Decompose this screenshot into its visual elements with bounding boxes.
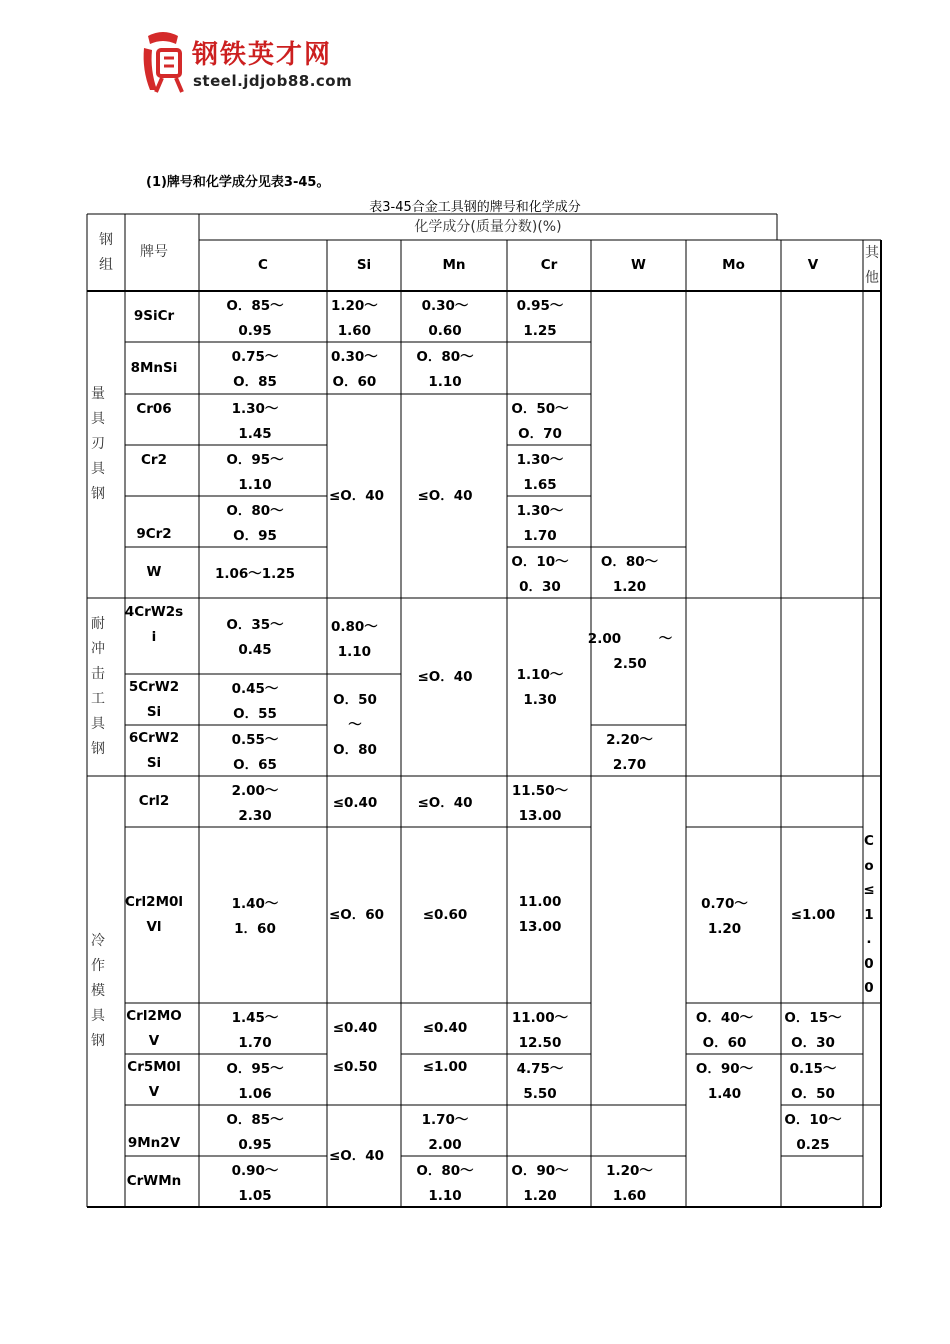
header-col-cr: Cr [540,257,558,273]
v-cell: 0.15～ O．50 [789,1060,837,1102]
header-steel-group: 钢 组 [99,231,113,273]
cr-cell: 1.30～ 1.70 [516,502,564,544]
cr-cell: 4.75～ 5.50 [516,1060,564,1102]
mn-cell: O．80～ 1.10 [416,1162,474,1204]
header-composition: 化学成分(质量分数)(%) [414,218,562,235]
mn-cell: ≤O．40 [417,487,473,504]
group-label-measuring-cutting: 量 具 刃 具 钢 [91,386,105,502]
header-col-v: V [807,257,819,273]
header-col-si: Si [356,257,372,273]
c-cell: 1.06～1.25 [214,566,296,582]
mn-cell: ≤O．40 [417,795,473,811]
w-cell: 2.00 ～ 2.50 [587,630,673,672]
mn-cell: ≤O．40 [417,668,473,685]
c-cell: 1.30～ 1.45 [231,400,279,442]
cr-cell: 1.10～ 1.30 [516,667,564,708]
c-cell: 1.45～ 1.70 [231,1009,279,1051]
grade-cell: Cr06 [136,400,172,417]
c-cell: O．95～ 1.10 [226,451,284,493]
grade-cell: Cr5M0l V [127,1058,181,1100]
grade-cell: Crl2M0l Vl [124,894,184,935]
group-label-cold-work-die: 冷 作 模 具 钢 [91,933,105,1049]
grade-cell: 6CrW2 Si [128,729,180,771]
w-cell: 2.20～ 2.70 [606,731,653,773]
si-cell: 1.20～ 1.60 [331,297,378,339]
mo-cell: O．40～ O．60 [695,1009,754,1051]
grade-cell: Crl2 [138,793,170,809]
grade-cell: Cr2 [141,451,167,468]
si-cell: 0.30～ O．60 [331,348,378,390]
si-cell: ≤0.40 [332,1020,378,1036]
cr-cell: 11.50～ 13.00 [511,782,569,824]
si-cell: O．50 ～ O．80 [333,691,377,758]
c-cell: O．85～ 0.95 [226,1111,284,1153]
cr-cell: 0.95～ 1.25 [516,297,564,339]
c-cell: O．80～ O．95 [226,502,284,544]
table-caption: 表3-45合金工具钢的牌号和化学成分 [369,200,581,215]
grade-cell: Crl2MO V [126,1007,182,1049]
logo-site-name: 钢铁英才网 [192,40,333,70]
grade-cell: 4CrW2s i [124,603,184,645]
logo-site-url: steel.jdjob88.com [193,72,353,90]
si-cell: ≤0.40 [332,795,378,811]
header-col-mn: Mn [442,257,466,273]
v-cell: O．10～ 0.25 [784,1111,842,1153]
c-cell: O．95～ 1.06 [226,1060,284,1102]
cr-cell: 11.00～ 12.50 [511,1009,569,1051]
other-cell: C o ≤ 1 . 0 0 [863,833,875,997]
grade-cell: CrWMn [126,1173,182,1189]
intro-text: (1)牌号和化学成分见表3-45。 [146,175,330,190]
grade-cell: 9SiCr [133,308,175,324]
grade-cell: W [146,564,162,580]
v-cell: O．15～ O．30 [784,1009,842,1051]
c-cell: 0.75～ O．85 [231,348,279,390]
mn-cell: 1.70～ 2.00 [421,1111,469,1153]
c-cell: 0.45～ O．55 [231,680,279,722]
c-cell: O．85～ 0.95 [226,297,284,339]
mo-cell: O．90～ 1.40 [695,1060,754,1102]
c-cell: 0.90～ 1.05 [231,1162,279,1204]
cr-cell: O．50～ O．70 [511,400,569,442]
w-cell: O．80～ 1.20 [600,553,659,595]
cr-cell: O．90～ 1.20 [511,1162,569,1204]
mn-cell: O．80～ 1.10 [416,348,474,390]
mn-cell: 0.30～ 0.60 [421,297,469,339]
c-cell: O．35～ 0.45 [226,616,284,658]
c-cell: 0.55～ O．65 [231,731,279,773]
grade-cell: 5CrW2 Si [128,678,180,720]
header-col-other: 其 他 [865,244,879,286]
mn-cell: ≤1.00 [422,1059,468,1075]
cr-cell: O．10～ 0．30 [511,553,569,595]
c-cell: 1.40～ 1．60 [231,895,279,937]
header-col-mo: Mo [722,257,745,273]
mn-cell: ≤0.40 [422,1020,468,1036]
mo-cell: 0.70～ 1.20 [701,895,748,937]
si-cell: ≤O．40 [329,487,385,504]
v-cell: ≤1.00 [790,906,836,923]
si-cell: ≤O．60 [329,906,385,923]
c-cell: 2.00～ 2.30 [231,782,279,824]
group-label-impact-resistant: 耐 冲 击 工 具 钢 [91,616,105,757]
si-cell: ≤O．40 [329,1147,385,1164]
header-grade: 牌号 [140,244,168,260]
cr-cell: 11.00 13.00 [518,894,562,935]
grade-cell: 9Cr2 [136,526,172,542]
grade-cell: 9Mn2V [127,1134,181,1151]
header-col-c: C [258,257,268,273]
si-cell: 0.80～ 1.10 [331,618,378,660]
w-cell: 1.20～ 1.60 [606,1162,653,1204]
si-cell: ≤0.50 [332,1059,378,1075]
mn-cell: ≤0.60 [422,906,468,923]
cr-cell: 1.30～ 1.65 [516,451,564,493]
header-col-w: W [631,257,646,273]
grade-cell: 8MnSi [130,359,178,376]
